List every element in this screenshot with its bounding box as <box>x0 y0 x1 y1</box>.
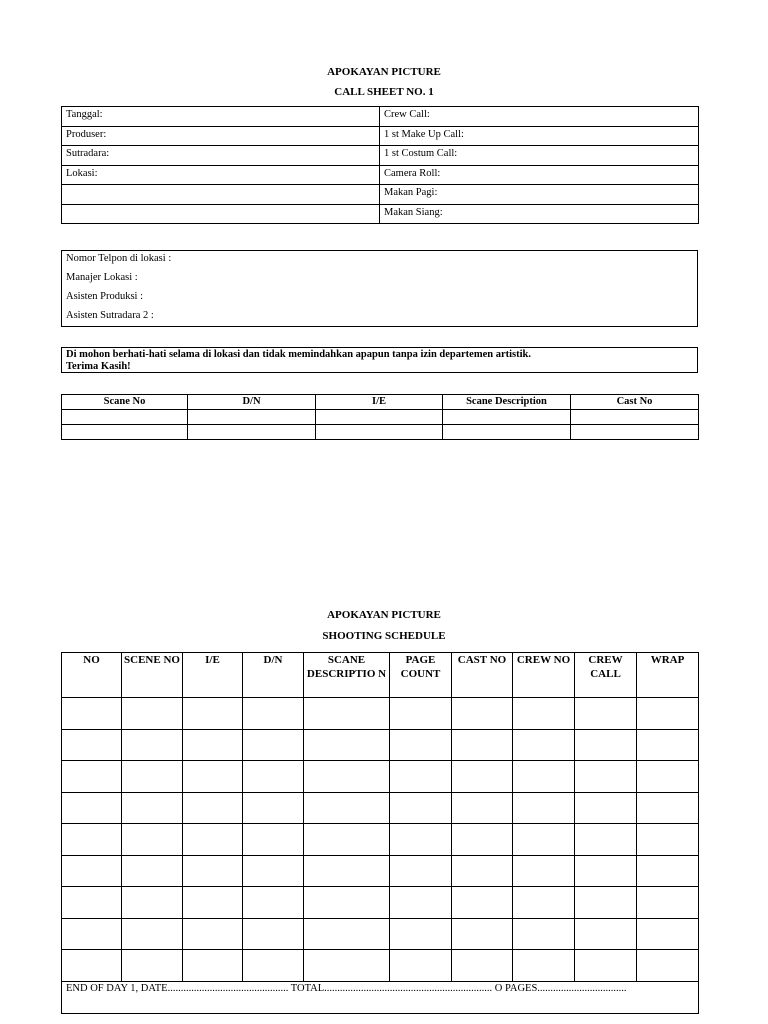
table-cell <box>122 918 183 950</box>
contact-production-assistant: Asisten Produksi : <box>66 291 144 302</box>
table-cell <box>122 887 183 919</box>
table-cell <box>575 950 637 982</box>
table-cell <box>183 918 243 950</box>
table-cell <box>513 729 575 761</box>
col-header: Cast No <box>571 395 699 410</box>
info-label-right: Crew Call: <box>380 107 699 127</box>
table-cell <box>452 855 513 887</box>
table-cell <box>513 824 575 856</box>
table-cell <box>513 918 575 950</box>
table-cell <box>637 824 699 856</box>
end-of-day-line: END OF DAY 1, DATE.............................................. TOTAL................................................................ O PAGES.................................. <box>62 981 699 1013</box>
table-row <box>62 410 699 425</box>
table-row <box>62 107 699 127</box>
table-cell <box>452 698 513 730</box>
table-cell <box>637 792 699 824</box>
table-cell <box>243 792 304 824</box>
table-cell <box>637 887 699 919</box>
info-label-left: Produser: <box>62 126 380 146</box>
table-cell <box>390 761 452 793</box>
table-cell <box>390 729 452 761</box>
table-row <box>62 792 699 824</box>
col-header: CREW NO <box>513 653 575 698</box>
table-cell <box>390 950 452 982</box>
table-cell <box>513 698 575 730</box>
table-row <box>62 146 699 166</box>
table-cell <box>575 824 637 856</box>
table-row <box>62 729 699 761</box>
table-cell <box>390 792 452 824</box>
table-cell <box>243 887 304 919</box>
table-cell <box>243 918 304 950</box>
info-label-left: Sutradara: <box>62 146 380 166</box>
table-cell <box>452 824 513 856</box>
table-cell <box>243 950 304 982</box>
col-header: I/E <box>183 653 243 698</box>
table-cell <box>122 698 183 730</box>
col-header: Scane No <box>62 395 188 410</box>
table-cell <box>637 950 699 982</box>
table-cell <box>62 792 122 824</box>
col-header: CREW CALL <box>575 653 637 698</box>
table-row <box>62 824 699 856</box>
scene-table <box>61 394 699 440</box>
table-cell <box>575 792 637 824</box>
col-header: WRAP <box>637 653 699 698</box>
col-header: CAST NO <box>452 653 513 698</box>
table-cell <box>575 698 637 730</box>
table-cell <box>575 887 637 919</box>
table-cell <box>62 855 122 887</box>
info-label-right: 1 st Make Up Call: <box>380 126 699 146</box>
col-header: SCENE NO <box>122 653 183 698</box>
table-row <box>62 918 699 950</box>
table-row <box>62 855 699 887</box>
table-cell <box>304 855 390 887</box>
table-cell <box>62 761 122 793</box>
table-cell <box>304 761 390 793</box>
table-cell <box>122 729 183 761</box>
notice-box <box>61 347 698 373</box>
table-cell <box>183 887 243 919</box>
table-cell <box>637 918 699 950</box>
table-cell <box>62 698 122 730</box>
table-cell <box>575 855 637 887</box>
table-cell <box>390 855 452 887</box>
contacts-box <box>61 250 698 327</box>
col-header: NO <box>62 653 122 698</box>
table-cell <box>62 887 122 919</box>
info-label-right: Makan Pagi: <box>380 185 699 205</box>
shooting-schedule-title: SHOOTING SCHEDULE <box>322 630 446 642</box>
table-row <box>62 425 699 440</box>
table-cell <box>390 918 452 950</box>
table-cell <box>452 729 513 761</box>
table-cell <box>452 761 513 793</box>
col-header: D/N <box>243 653 304 698</box>
table-cell <box>183 761 243 793</box>
table-row <box>62 165 699 185</box>
table-cell <box>637 761 699 793</box>
table-cell <box>122 792 183 824</box>
table-cell <box>637 729 699 761</box>
table-row <box>62 887 699 919</box>
table-row <box>62 204 699 224</box>
table-cell <box>452 918 513 950</box>
table-cell <box>62 824 122 856</box>
col-header: PAGE COUNT <box>390 653 452 698</box>
table-cell <box>304 824 390 856</box>
table-cell <box>575 918 637 950</box>
table-cell <box>243 824 304 856</box>
table-cell <box>452 887 513 919</box>
info-label-left <box>62 204 380 224</box>
info-label-right: Camera Roll: <box>380 165 699 185</box>
table-row <box>62 761 699 793</box>
table-cell <box>243 698 304 730</box>
table-cell <box>452 792 513 824</box>
info-label-left: Tanggal: <box>62 107 380 127</box>
table-cell <box>390 824 452 856</box>
info-label-right: Makan Siang: <box>380 204 699 224</box>
call-sheet-title: CALL SHEET NO. 1 <box>334 86 434 98</box>
table-cell <box>183 698 243 730</box>
col-header: SCANE DESCRIPTIO N <box>304 653 390 698</box>
contact-phone: Nomor Telpon di lokasi : <box>66 253 172 264</box>
table-cell <box>243 855 304 887</box>
table-cell <box>513 855 575 887</box>
table-cell <box>183 792 243 824</box>
table-row <box>62 185 699 205</box>
table-cell <box>304 792 390 824</box>
footer-row <box>62 981 699 1013</box>
table-cell <box>452 950 513 982</box>
table-header-row <box>62 653 699 698</box>
table-cell <box>62 950 122 982</box>
col-header: D/N <box>188 395 316 410</box>
info-label-left: Lokasi: <box>62 165 380 185</box>
table-cell <box>183 950 243 982</box>
table-cell <box>304 887 390 919</box>
schedule-table <box>61 652 699 1014</box>
table-cell <box>513 950 575 982</box>
table-cell <box>304 918 390 950</box>
table-cell <box>513 887 575 919</box>
table-cell <box>183 729 243 761</box>
table-cell <box>183 824 243 856</box>
table-cell <box>183 855 243 887</box>
table-cell <box>122 855 183 887</box>
info-label-right: 1 st Costum Call: <box>380 146 699 166</box>
table-cell <box>390 698 452 730</box>
table-cell <box>304 950 390 982</box>
table-cell <box>304 698 390 730</box>
table-cell <box>575 761 637 793</box>
table-header-row <box>62 395 699 410</box>
info-label-left <box>62 185 380 205</box>
table-cell <box>243 761 304 793</box>
info-table <box>61 106 699 224</box>
notice-text: Di mohon berhati-hati selama di lokasi dan tidak memindahkan apapun tanpa izin departemen artistik. <box>66 349 531 360</box>
col-header: Scane Description <box>443 395 571 410</box>
table-cell <box>513 761 575 793</box>
table-cell <box>575 729 637 761</box>
table-row <box>62 126 699 146</box>
table-cell <box>122 950 183 982</box>
table-cell <box>243 729 304 761</box>
table-row <box>62 950 699 982</box>
table-cell <box>62 918 122 950</box>
table-cell <box>122 824 183 856</box>
col-header: I/E <box>316 395 443 410</box>
table-cell <box>637 698 699 730</box>
table-cell <box>513 792 575 824</box>
table-row <box>62 698 699 730</box>
table-cell <box>637 855 699 887</box>
table-cell <box>122 761 183 793</box>
table-cell <box>62 729 122 761</box>
notice-thanks: Terima Kasih! <box>66 361 131 372</box>
table-cell <box>390 887 452 919</box>
table-cell <box>304 729 390 761</box>
company-title-2: APOKAYAN PICTURE <box>327 609 441 621</box>
company-title: APOKAYAN PICTURE <box>327 66 441 78</box>
contact-location-manager: Manajer Lokasi : <box>66 272 138 283</box>
contact-assistant-director: Asisten Sutradara 2 : <box>66 310 154 321</box>
